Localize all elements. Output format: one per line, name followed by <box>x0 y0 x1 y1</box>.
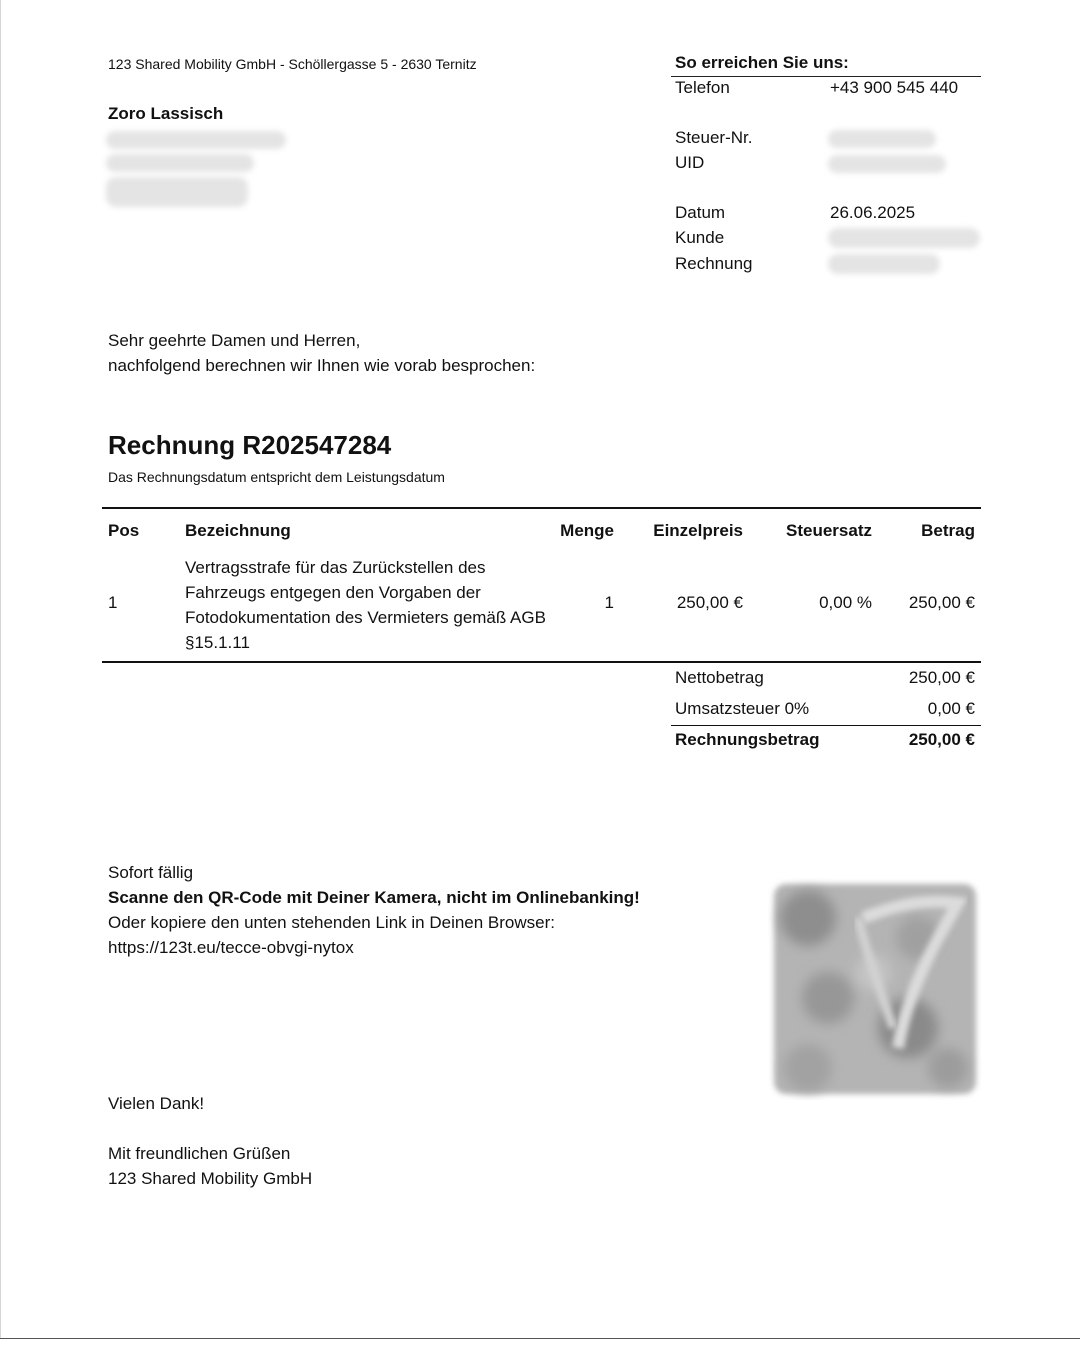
payment-block <box>108 860 640 960</box>
header-pos: Pos <box>108 521 140 540</box>
kunde-label: Kunde <box>675 228 725 247</box>
row-menge: 1 <box>604 593 614 612</box>
qr-code-redacted <box>768 878 982 1100</box>
datum-value: 26.06.2025 <box>830 203 916 222</box>
contact-divider <box>671 76 981 77</box>
row-einzelpreis: 250,00 € <box>676 593 743 612</box>
ust-label: Umsatzsteuer 0% <box>675 699 810 718</box>
qr-instruction: Scanne den QR-Code mit Deiner Kamera, nicht im Onlinebanking! <box>108 888 640 907</box>
netto-label: Nettobetrag <box>675 668 764 687</box>
greeting-line-2: nachfolgend berechnen wir Ihnen wie vorab besprochen: <box>108 356 536 375</box>
row-betrag: 250,00 € <box>908 593 975 612</box>
thanks: Vielen Dank! <box>108 1094 205 1113</box>
regards: Mit freundlichen Grüßen <box>108 1144 291 1163</box>
table-bottom-rule <box>102 661 981 663</box>
header-betrag: Betrag <box>921 521 975 540</box>
greeting <box>108 328 535 378</box>
table-top-rule <box>102 507 981 509</box>
row-steuersatz: 0,00 % <box>819 593 872 612</box>
uid-label: UID <box>675 153 705 172</box>
page-left-edge <box>0 0 1 1338</box>
redacted-recipient-email <box>106 131 286 149</box>
link-instruction: Oder kopiere den unten stehenden Link in Deinen Browser: <box>108 913 556 932</box>
header-steuersatz: Steuersatz <box>786 521 872 540</box>
closing-company: 123 Shared Mobility GmbH <box>108 1169 313 1188</box>
redacted-recipient-city <box>106 177 248 207</box>
sender-line: 123 Shared Mobility GmbH - Schöllergasse 5 - 2630 Ternitz <box>108 56 477 72</box>
totals-divider <box>671 725 981 726</box>
rechnung-label: Rechnung <box>675 254 753 273</box>
payment-due: Sofort fällig <box>108 863 194 882</box>
header-menge: Menge <box>560 521 614 540</box>
telefon-label: Telefon <box>675 78 730 97</box>
invoice-title: Rechnung R202547284 <box>108 430 392 460</box>
contact-title: So erreichen Sie uns: <box>675 53 849 72</box>
netto-value: 250,00 € <box>908 668 975 687</box>
datum-label: Datum <box>675 203 726 222</box>
redacted-steuer-nr <box>828 130 936 148</box>
header-bezeichnung: Bezeichnung <box>185 521 291 540</box>
row-bezeichnung: Vertragsstrafe für das Zurückstellen des Fahrzeugs entgegen den Vorgaben der Fotodokumentation des Vermieters gemäß AGB §15.1.11 <box>185 558 546 652</box>
redacted-uid <box>828 155 946 173</box>
telefon-value: +43 900 545 440 <box>830 78 959 97</box>
steuer-nr-label: Steuer-Nr. <box>675 128 753 147</box>
total-value: 250,00 € <box>908 730 975 749</box>
redacted-kunde <box>828 228 980 248</box>
row-pos: 1 <box>108 593 118 612</box>
page-bottom-edge <box>0 1338 1080 1339</box>
total-label: Rechnungsbetrag <box>675 730 820 749</box>
redacted-rechnung <box>828 254 940 274</box>
invoice-subtitle: Das Rechnungsdatum entspricht dem Leistungsdatum <box>108 469 445 485</box>
greeting-line-1: Sehr geehrte Damen und Herren, <box>108 331 361 350</box>
recipient-name: Zoro Lassisch <box>108 104 224 123</box>
redacted-recipient-street <box>106 154 254 172</box>
payment-link[interactable]: https://123t.eu/tecce-obvgi-nytox <box>108 938 354 957</box>
ust-value: 0,00 € <box>927 699 975 718</box>
header-einzelpreis: Einzelpreis <box>653 521 743 540</box>
